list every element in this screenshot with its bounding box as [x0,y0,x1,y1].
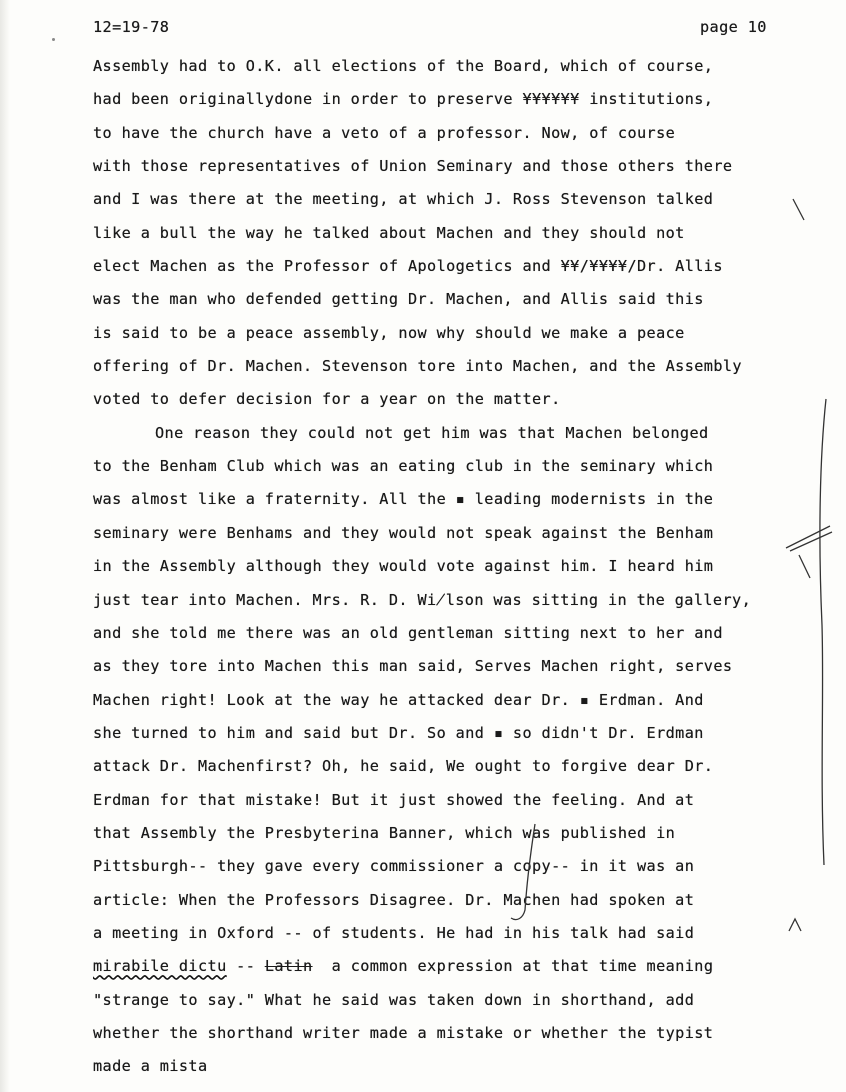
text-line: seminary were Benhams and they would not speak against the Benham [93,523,714,542]
text-line: Pittsburgh-- they gave every commissioner a copy-- in it was an [93,857,695,876]
text-line: a meeting in Oxford -- of students. He had in his talk had said [93,923,695,942]
underlined-phrase: mirabile dictu [93,957,227,976]
text-line: Erdman for that mistake! But it just showed the feeling. And at [93,790,695,809]
text-line: had been originallydone in order to preserve ¥¥¥¥¥¥ institutions, [93,90,714,109]
text-line: made a mista [93,1057,208,1076]
text-line: was the man who defended getting Dr. Machen, and Allis said this [93,290,704,309]
text-line: "strange to say." What he said was taken down in shorthand, add [93,990,695,1009]
typed-body-text [93,50,813,1084]
header-page-number: page 10 [700,18,767,36]
text-line: is said to be a peace assembly, now why should we make a peace [93,323,685,342]
paragraph-start-line: One reason they could not get him was that Machen belonged [155,423,709,442]
text-line: just tear into Machen. Mrs. R. D. Wi̸lson was sitting in the gallery, [93,590,752,609]
text-line: Machen right! Look at the way he attacked dear Dr. ▪ Erdman. And [93,690,704,709]
text-line: to have the church have a veto of a professor. Now, of course [93,123,676,142]
mirabile-line [93,950,813,983]
margin-vertical-bracket [812,395,842,875]
struck-word: Latin [264,957,313,976]
text-line: and I was there at the meeting, at which J. Ross Stevenson talked [93,190,714,209]
text-line: as they tore into Machen this man said, Serves Machen right, serves [93,657,733,676]
text-line: Assembly had to O.K. all elections of the Board, which of course, [93,57,714,75]
text-line: with those representatives of Union Seminary and those others there [93,157,733,176]
text-line: like a bull the way he talked about Machen and they should not [93,223,685,242]
dash-separator: -- [226,957,265,976]
header-date: 12=19-78 [93,18,170,36]
text-line: in the Assembly although they would vote against him. I heard him [93,557,714,576]
text-line: to the Benham Club which was an eating club in the seminary which [93,457,714,476]
text-line: offering of Dr. Machen. Stevenson tore into Machen, and the Assembly [93,357,742,376]
text-line: she turned to him and said but Dr. So and ▪ so didn't Dr. Erdman [93,723,704,742]
text-line: attack Dr. Machenfirst? Oh, he said, We ought to forgive dear Dr. [93,757,714,776]
scan-speck [52,38,55,41]
line-remainder: a common expression at that time meaning [312,957,714,976]
text-line: voted to defer decision for a year on the matter. [93,390,561,409]
text-line: and she told me there was an old gentleman sitting next to her and [93,623,723,642]
text-line: was almost like a fraternity. All the ▪ leading modernists in the [93,490,714,509]
text-line: article: When the Professors Disagree. Dr. Machen had spoken at [93,890,695,909]
text-line: whether the shorthand writer made a mistake or whether the typist [93,1023,714,1042]
text-line: that Assembly the Presbyterina Banner, which was published in [93,823,676,842]
scan-edge-shadow [0,0,10,1092]
text-line: elect Machen as the Professor of Apologetics and ¥¥/¥¥¥¥/Dr. Allis [93,257,723,276]
